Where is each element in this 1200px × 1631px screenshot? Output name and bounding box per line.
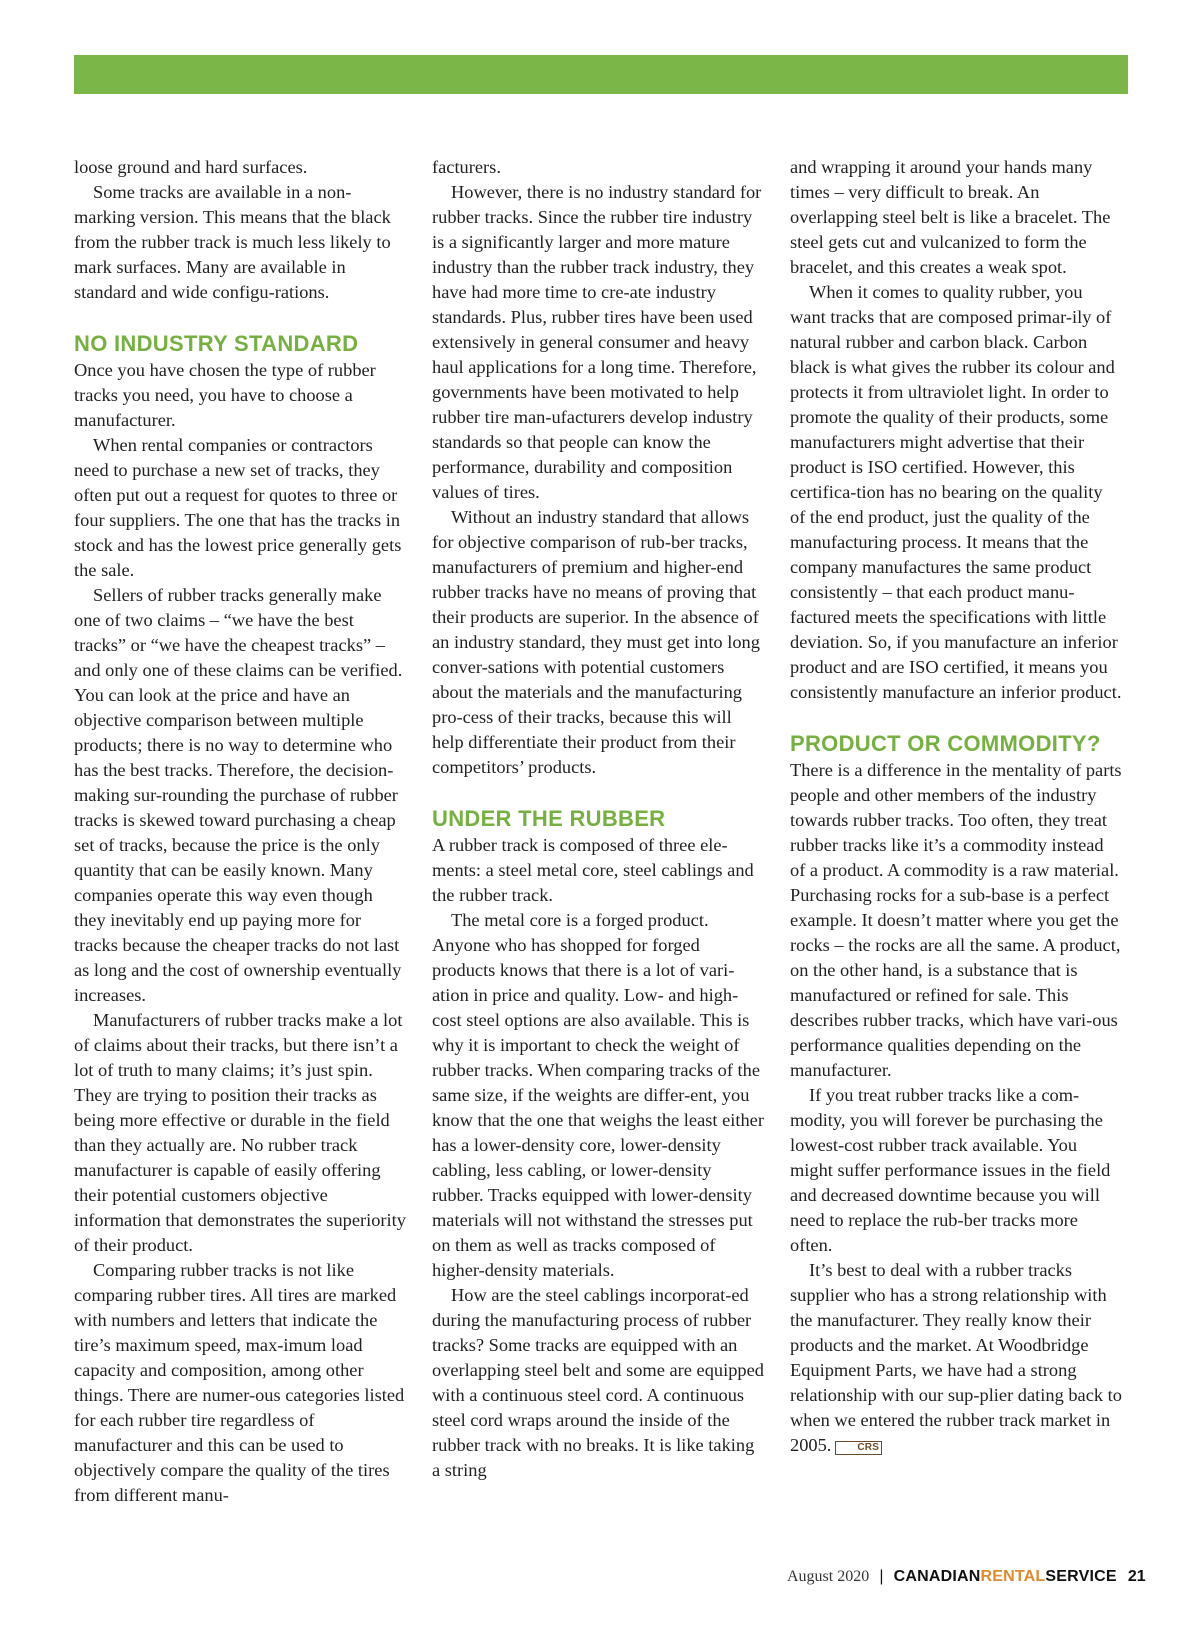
column-3 xyxy=(790,155,1122,1458)
paragraph: The metal core is a forged product. Anyone who has shopped for forged products knows that there is a lot of vari-ation in price and quality. Low- and high-cost steel options are also available. This is why it is important to check the weight of rubber tracks. When comparing tracks of the same size, if the weights are differ-ent, you know that the one that weighs the least either has a lower-density core, lower-density cabling, less cabling, or lower-density rubber. Tracks equipped with lower-density materials will not withstand the stresses put on them as well as tracks composed of higher-density materials. xyxy=(432,910,764,1280)
header-banner xyxy=(74,55,1128,94)
magazine-name xyxy=(894,1568,1117,1585)
paragraph: When it comes to quality rubber, you want tracks that are composed primar-ily of natural rubber and carbon black. Carbon black is what gives the rubber its colour and protects it from ultraviolet light. In order to promote the quality of their products, some manufacturers might advertise that their product is ISO certified. However, this certifica-tion has no bearing on the quality of the end product, just the quality of the manufacturing process. It means that the company manufactures the same product consistently – that each product manu-factured meets the specifications with little deviation. So, if you manufacture an inferior product and are ISO certified, it means you consistently manufacture an inferior product. xyxy=(790,282,1122,702)
paragraph xyxy=(790,1258,1122,1458)
paragraph: Some tracks are available in a non-marking version. This means that the black from the rubber track is much less likely to mark surfaces. Many are available in standard and wide configu-rations. xyxy=(74,182,391,302)
paragraph: Without an industry standard that allows for objective comparison of rub-ber tracks, manufacturers of premium and higher-end rubber tracks have no means of proving that their products are superior. In the absence of an industry standard, they must get into long conver-sations with potential customers about the materials and the manufacturing pro-cess of their tracks, because this will help differentiate their product from their competitors’ products. xyxy=(432,507,760,777)
section-heading-product-or-commodity: PRODUCT OR COMMODITY? xyxy=(790,731,1101,756)
section-heading-under-the-rubber: UNDER THE RUBBER xyxy=(432,806,666,831)
paragraph: facturers. xyxy=(432,157,501,177)
column-1 xyxy=(74,155,406,1508)
paragraph: Comparing rubber tracks is not like comparing rubber tires. All tires are marked with numbers and letters that indicate the tire’s maximum speed, max-imum load capacity and composition, among other things. There are numer-ous categories listed for each rubber tire regardless of manufacturer and this can be used to objectively compare the quality of the tires from different manu- xyxy=(74,1260,405,1505)
issue-date: August 2020 xyxy=(787,1568,870,1585)
column-2 xyxy=(432,155,764,1483)
magazine-name-part: CANADIAN xyxy=(893,1568,981,1585)
paragraph-text: It’s best to deal with a rubber tracks supplier who has a strong relationship with the manufacturer. They really know their products and the market. At Woodbridge Equipment Parts, we have had a strong relationship with our sup-plier dating back to when we entered the rubber track market in 2005. xyxy=(790,1260,1122,1455)
paragraph: Manufacturers of rubber tracks make a lot of claims about their tracks, but there isn’t a lot of truth to many claims; it’s just spin. They are trying to position their tracks as being more effective or durable in the field than they actually are. No rubber track manufacturer is capable of easily offering their potential customers objective information that demonstrates the superiority of their product. xyxy=(74,1010,406,1255)
paragraph: When rental companies or contractors need to purchase a new set of tracks, they often put out a request for quotes to three or four suppliers. The one that has the tracks in stock and has the lowest price generally gets the sale. xyxy=(74,435,402,580)
paragraph: Once you have chosen the type of rubber tracks you need, you have to choose a manufacturer. xyxy=(74,360,376,430)
magazine-name-part-accent: RENTAL xyxy=(980,1568,1046,1585)
section-heading-no-industry-standard: NO INDUSTRY STANDARD xyxy=(74,331,359,356)
paragraph: A rubber track is composed of three ele-ments: a steel metal core, steel cablings and the rubber track. xyxy=(432,835,754,905)
end-mark-icon: CRS xyxy=(835,1441,882,1455)
page-footer xyxy=(787,1566,1146,1587)
paragraph: loose ground and hard surfaces. xyxy=(74,157,308,177)
paragraph: How are the steel cablings incorporat-ed during the manufacturing process of rubber tracks? Some tracks are equipped with an overlapping steel belt and some are equipped with a continuous steel cord. A continuous steel cord wraps around the inside of the rubber track with no breaks. It is like taking a string xyxy=(432,1285,764,1480)
paragraph: There is a difference in the mentality of parts people and other members of the industry towards rubber tracks. Too often, they treat rubber tracks like it’s a commodity instead of a product. A commodity is a raw material. Purchasing rocks for a sub-base is a perfect example. It doesn’t matter where you get the rocks – the rocks are all the same. A product, on the other hand, is a substance that is manufactured or refined for sale. This describes rubber tracks, which have vari-ous performance qualities depending on the manufacturer. xyxy=(790,760,1122,1080)
magazine-name-part: SERVICE xyxy=(1045,1568,1117,1585)
paragraph: Sellers of rubber tracks generally make one of two claims – “we have the best tracks” or “we have the cheapest tracks” – and only one of these claims can be verified. You can look at the price and have an objective comparison between multiple products; there is no way to determine who has the best tracks. Therefore, the decision-making sur-rounding the purchase of rubber tracks is skewed toward purchasing a cheap set of tracks, because the price is the only quantity that can be easily known. Many companies operate this way even though they inevitably end up paying more for tracks because the cheaper tracks do not last as long and the cost of ownership eventually increases. xyxy=(74,585,403,1005)
paragraph: However, there is no industry standard for rubber tracks. Since the rubber tire industry is a significantly larger and more mature industry than the rubber track industry, they have had more time to cre-ate industry standards. Plus, rubber tires have been used extensively in general consumer and heavy haul applications for a long time. Therefore, governments have been motivated to help rubber tire man-ufacturers develop industry standards so that people can know the performance, durability and composition values of tires. xyxy=(432,182,762,502)
footer-separator: | xyxy=(879,1568,884,1585)
paragraph: and wrapping it around your hands many times – very difficult to break. An overlapping steel belt is like a bracelet. The steel gets cut and vulcanized to form the bracelet, and this creates a weak spot. xyxy=(790,157,1111,277)
page-number: 21 xyxy=(1127,1568,1146,1585)
paragraph: If you treat rubber tracks like a com-modity, you will forever be purchasing the lowest-cost rubber track available. You might suffer performance issues in the field and decreased downtime because you will need to replace the rub-ber tracks more often. xyxy=(790,1085,1111,1255)
